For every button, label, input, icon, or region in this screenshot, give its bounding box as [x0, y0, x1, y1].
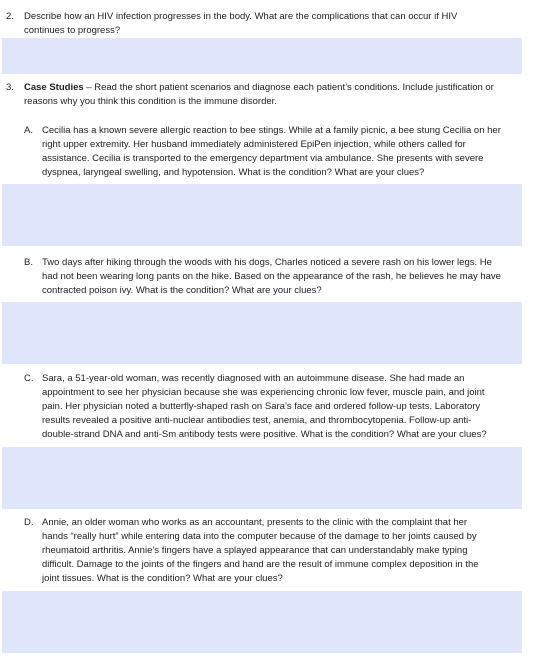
case-d-line-3: rheumatoid arthritis. Annie’s fingers have a splayed appearance that can understandably make typing: [42, 545, 468, 556]
case-b-letter: B.: [24, 257, 33, 268]
case-d-line-4: difficult. Damage to the joints of the fingers and hand are the result of immune complex deposition in the: [42, 559, 479, 570]
case-c-line-2: appointment to see her physician because she was experiencing chronic low fever, muscle pain, and joint: [42, 387, 485, 398]
case-b-line-3: contracted poison ivy. What is the condition? What are your clues?: [42, 285, 322, 296]
q2-text-line-1: Describe how an HIV infection progresses in the body. What are the complications that can occur if HIV: [24, 11, 458, 22]
case-d-line-5: joint tissues. What is the condition? What are your clues?: [42, 573, 283, 584]
case-c-line-1: Sara, a 51-year-old woman, was recently diagnosed with an autoimmune disease. She had made an: [42, 373, 465, 384]
case-d-letter: D.: [24, 517, 34, 528]
case-b-line-1: Two days after hiking through the woods with his dogs, Charles noticed a severe rash on his lower legs. He: [42, 257, 492, 268]
case-c-line-5: double-strand DNA and anti-Sm antibody tests were positive. What is the condition? What are your clues?: [42, 429, 487, 440]
q3-number: 3.: [6, 82, 14, 93]
q3-heading: Case Studies: [24, 82, 84, 93]
q2-number: 2.: [6, 11, 14, 22]
q3-intro-line-1: [24, 81, 494, 95]
q2-text-line-2: continues to progress?: [24, 25, 121, 36]
case-b-answer-box[interactable]: [2, 302, 522, 364]
case-a-answer-box[interactable]: [2, 184, 522, 246]
case-a-line-3: assistance. Cecilia is transported to the emergency department via ambulance. She presents with severe: [42, 153, 484, 164]
case-a-line-1: Cecilia has a known severe allergic reaction to bee stings. While at a family picnic, a bee stung Cecilia on her: [42, 125, 501, 136]
case-d-answer-box[interactable]: [2, 591, 522, 653]
case-c-line-3: pain. Her physician noted a butterfly-shaped rash on Sara’s face and ordered follow-up tests. Laboratory: [42, 401, 481, 412]
case-d-line-2: hands “really hurt” while entering data into the computer because of the damage to her joints caused by: [42, 531, 477, 542]
q3-intro-line-2: reasons why you think this condition is the immune disorder.: [24, 96, 277, 107]
case-c-line-4: results revealed a positive anti-nuclear antibodies test, anemia, and thrombocytopenia. Follow-up anti-: [42, 415, 472, 426]
case-d-line-1: Annie, an older woman who works as an accountant, presents to the clinic with the complaint that her: [42, 517, 468, 528]
case-a-letter: A.: [24, 125, 33, 136]
case-c-answer-box[interactable]: [2, 447, 522, 509]
case-a-line-4: dyspnea, laryngeal swelling, and hypotension. What is the condition? What are your clues?: [42, 167, 425, 178]
q3-intro-rest: – Read the short patient scenarios and diagnose each patient’s conditions. Include justification or: [83, 82, 494, 93]
q2-answer-box[interactable]: [2, 38, 522, 74]
case-c-letter: C.: [24, 373, 34, 384]
case-a-line-2: right upper extremity. Her husband immediately administered EpiPen injection, while others called for: [42, 139, 466, 150]
case-b-line-2: had not been wearing long pants on the hike. Based on the appearance of the rash, he believes he may have: [42, 271, 501, 282]
